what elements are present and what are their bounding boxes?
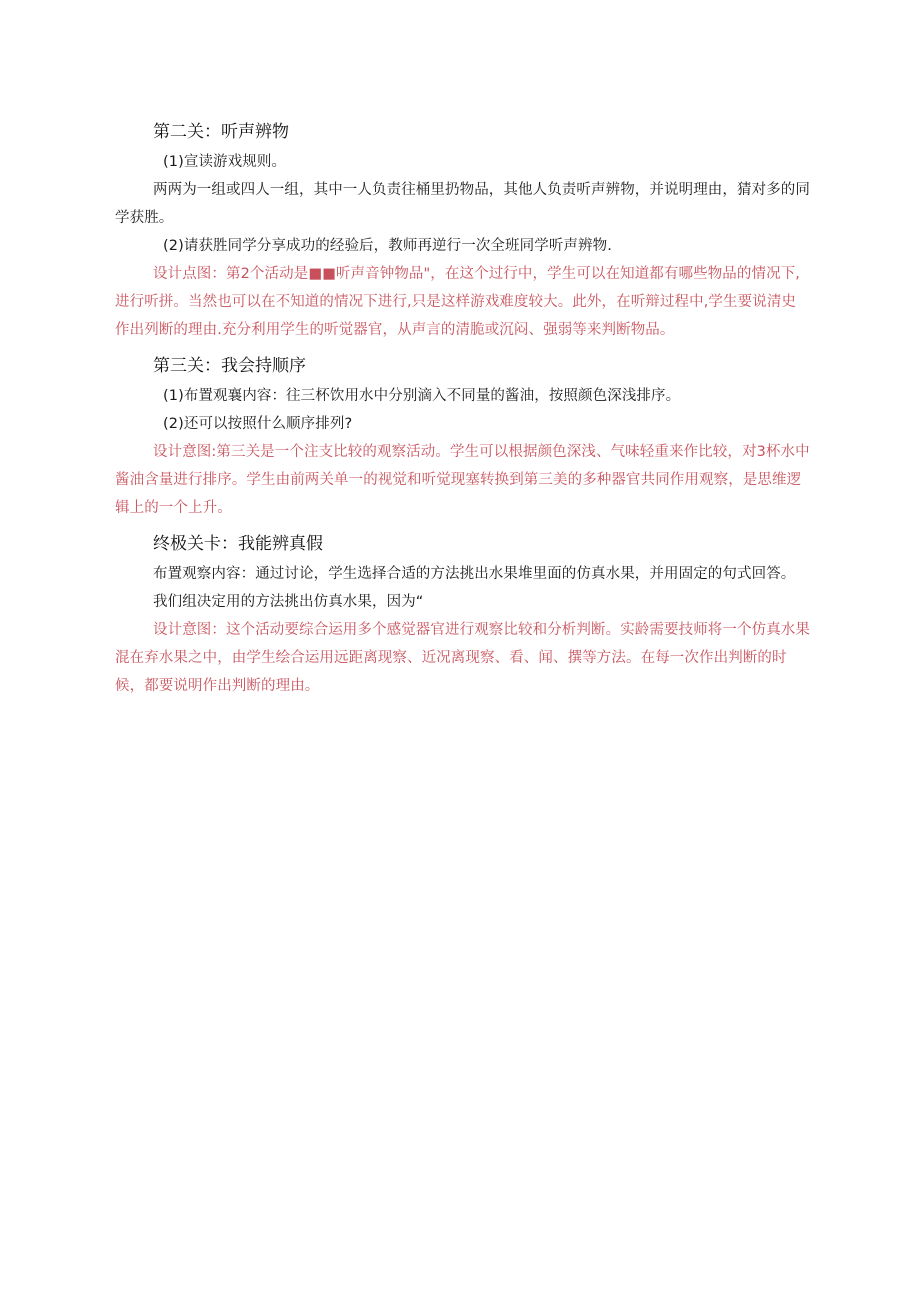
design-note: 设计点图：第2个活动是■■听声音钟物品"，在这个过行中，学生可以在知道都有哪些物品的情况下,进行听拼。当然也可以在不知道的情况下进行,只是这样游戏难度较大。此外，在听辩过程中,学生要说清史作出列断的理由.充分利用学生的听觉器官，从声言的清脆或沉闷、强弱等来判断物品。 xyxy=(115,266,800,338)
section-level-3 xyxy=(115,352,810,522)
section-heading: 终极关卡：我能辨真假 xyxy=(153,534,323,554)
step-paragraph: (1)布置观襄内容：往三杯饮用水中分别滴入不同量的酱油，按照颜色深浅排序。 xyxy=(163,388,681,404)
section-final-level xyxy=(115,530,810,700)
design-note: 设计意图:第三关是一个注支比较的观察活动。学生可以根据颜色深浅、气味轻重来作比较，对3杯水中酱油含量进行排序。学生由前两关单一的视觉和听觉现塞转换到第三美的多种器官共同作用观察，是思维逻辑上的一个上升。 xyxy=(115,444,810,516)
section-level-2 xyxy=(115,118,810,344)
rule-paragraph: 两两为一组或四人一组，其中一人负责往桶里扔物品，其他人负责听声辨物，并说明理由，猜对多的同学获胜。 xyxy=(115,182,810,226)
step-paragraph: (2)还可以按照什么顺序排列? xyxy=(163,416,353,432)
section-heading: 第三关：我会持顺序 xyxy=(153,356,306,376)
sentence-paragraph: 我们组决定用的方法挑出仿真水果，因为“ xyxy=(153,594,424,610)
section-heading: 第二关：听声辨物 xyxy=(153,122,289,142)
step-paragraph: (1)宣读游戏规则。 xyxy=(163,154,287,170)
task-paragraph: 布置观察内容：通过讨论，学生选择合适的方法挑出水果堆里面的仿真水果，并用固定的句式回答。 xyxy=(153,566,796,582)
document-content xyxy=(115,118,810,700)
step-paragraph: (2)请获胜同学分享成功的经验后，教师再逆行一次全班同学听声辨物. xyxy=(163,238,612,254)
design-note: 设计意图：这个活动要综合运用多个感觉器官进行观察比较和分析判断。实龄需要技师将一个仿真水果混在弃水果之中，由学生绘合运用远距离现察、近况离现察、看、闻、撰等方法。在每一次作出判断的时候，都要说明作出判断的理由。 xyxy=(115,622,810,694)
